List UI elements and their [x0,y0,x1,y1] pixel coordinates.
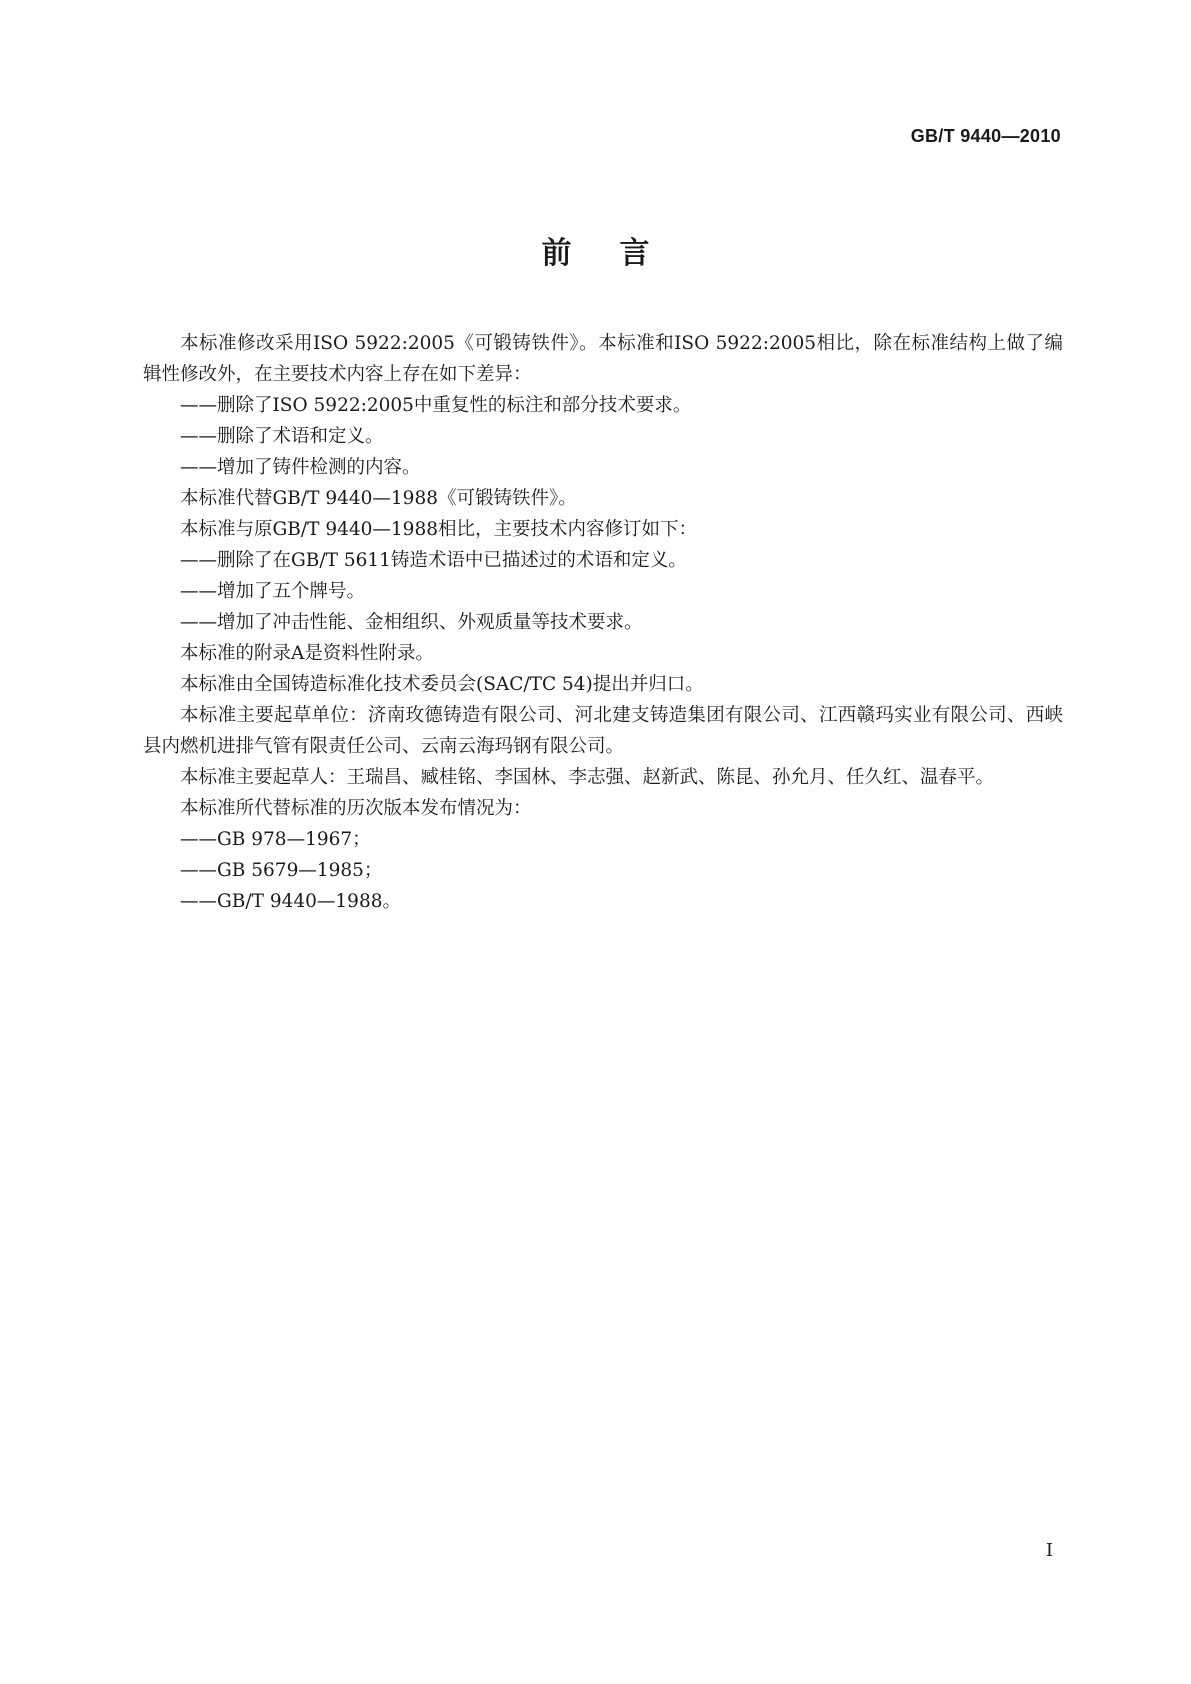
paragraph: ——删除了在GB/T 5611铸造术语中已描述过的术语和定义。 [180,550,687,571]
paragraph: 本标准所代替标准的历次版本发布情况为： [180,798,532,819]
page-number: I [1045,1540,1053,1561]
document-body [143,328,1063,917]
paragraph: ——增加了五个牌号。 [180,581,366,602]
paragraph: 本标准的附录A是资料性附录。 [180,643,434,664]
paragraph: 本标准主要起草人：王瑞昌、臧桂铭、李国林、李志强、赵新武、陈昆、孙允月、任久红、温春平。 [180,767,995,788]
paragraph: ——删除了术语和定义。 [180,426,384,447]
paragraph: ——GB 978—1967； [180,829,371,850]
paragraph: ——删除了ISO 5922:2005中重复性的标注和部分技术要求。 [180,395,692,416]
paragraph: ——增加了冲击性能、金相组织、外观质量等技术要求。 [180,612,643,633]
paragraph: 本标准与原GB/T 9440—1988相比，主要技术内容修订如下： [180,519,697,540]
paragraph: 本标准由全国铸造标准化技术委员会(SAC/TC 54)提出并归口。 [180,674,704,695]
paragraph: ——GB/T 9440—1988。 [180,891,401,912]
page-title: 前言 [541,236,698,271]
paragraph: 本标准主要起草单位：济南玫德铸造有限公司、河北建支铸造集团有限公司、江西赣玛实业有限公司、西峡县内燃机进排气管有限责任公司、云南云海玛钢有限公司。 [143,705,1063,757]
paragraph: ——增加了铸件检测的内容。 [180,457,421,478]
paragraph: 本标准代替GB/T 9440—1988《可锻铸铁件》。 [180,488,577,509]
paragraph: 本标准修改采用ISO 5922:2005《可锻铸铁件》。本标准和ISO 5922:2005相比，除在标准结构上做了编辑性修改外，在主要技术内容上存在如下差异： [143,333,1063,385]
paragraph: ——GB 5679—1985； [180,860,383,881]
standard-number: GB/T 9440—2010 [910,126,1061,146]
